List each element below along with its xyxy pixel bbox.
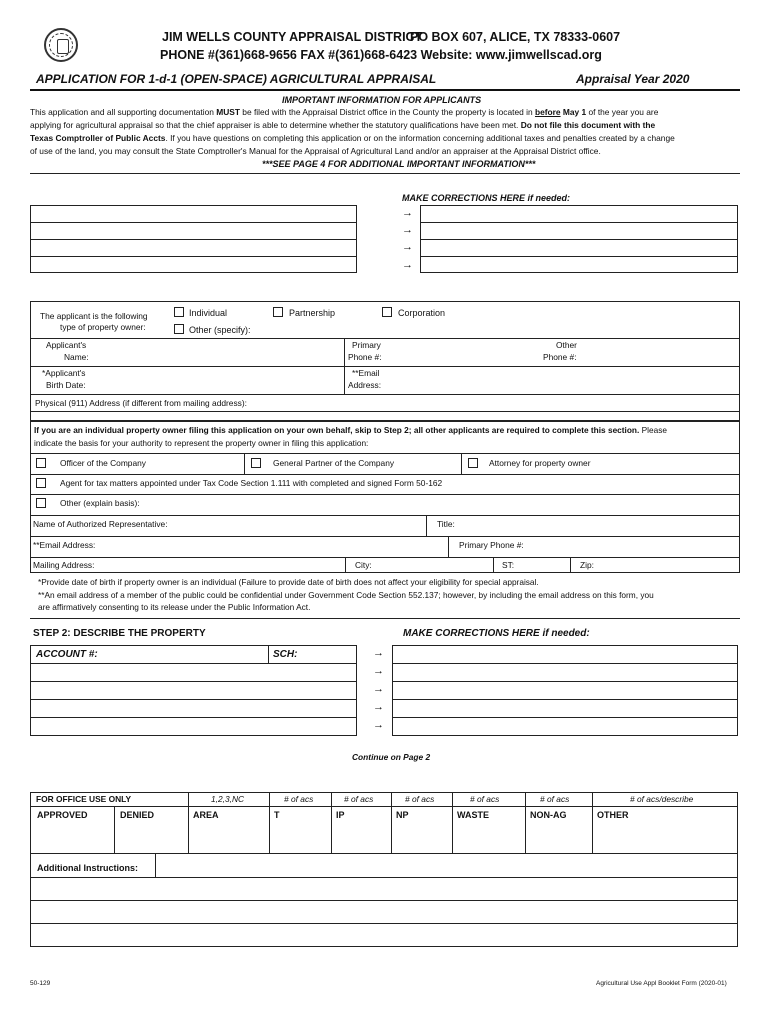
col-line	[345, 557, 346, 573]
header-acs-nonag: # of acs	[540, 794, 570, 804]
col-line	[426, 515, 427, 536]
header-1-2-3-nc: 1,2,3,NC	[211, 794, 245, 804]
birth-date-label-2: Birth Date:	[46, 380, 86, 390]
corporation-label: Corporation	[398, 308, 446, 318]
arrow-right-icon: →	[373, 683, 384, 695]
property-line	[30, 717, 357, 718]
form-version: Agricultural Use Appl Booklet Form (2020-01)	[596, 980, 727, 987]
owner-type-label: The applicant is the following	[40, 311, 148, 321]
partnership-checkbox[interactable]	[273, 307, 283, 317]
header-acs-t: # of acs	[284, 794, 314, 804]
county-seal-logo	[44, 28, 78, 62]
property-line	[30, 663, 357, 664]
row-line	[30, 394, 740, 395]
rep-name-label: Name of Authorized Representative:	[33, 519, 168, 529]
row-line	[30, 853, 738, 854]
step2-title: STEP 2: DESCRIBE THE PROPERTY	[33, 628, 206, 639]
representative-intro-2: indicate the basis for your authority to represent the property owner in filing this application:	[34, 438, 369, 448]
owner-type-label-2: type of property owner:	[60, 322, 146, 332]
arrow-right-icon: →	[373, 719, 384, 731]
correction-line	[420, 239, 738, 240]
col-line	[244, 453, 245, 474]
important-line-2: applying for agricultural appraisal so that the chief appraiser is able to determine whether the statutory qualifications have been met. Do not file this document with the	[30, 120, 656, 130]
account-label: ACCOUNT #:	[36, 649, 98, 660]
area-label: AREA	[193, 810, 219, 820]
t-label: T	[274, 810, 280, 820]
physical-address-label: Physical (911) Address (if different from mailing address):	[35, 398, 247, 408]
individual-label: Individual	[189, 308, 228, 318]
arrow-right-icon: →	[402, 241, 413, 253]
appraisal-year-label: Appraisal Year 2020	[576, 72, 690, 86]
form-title: APPLICATION FOR 1-d-1 (OPEN-SPACE) AGRICULTURAL APPRAISAL	[36, 72, 437, 86]
correction-line	[392, 699, 738, 700]
col-line	[391, 792, 392, 853]
rep-title-label: Title:	[437, 519, 455, 529]
other-basis-label: Other (explain basis):	[60, 498, 140, 508]
col-line	[188, 792, 189, 853]
row-line	[30, 923, 738, 924]
representative-intro: If you are an individual property owner filing this application on your own behalf, skip to Step 2; all other applicants are required to complete this section. Please	[34, 425, 667, 435]
correction-line	[392, 681, 738, 682]
col-line	[493, 557, 494, 573]
approved-label: APPROVED	[37, 810, 88, 820]
partnership-label: Partnership	[289, 308, 336, 318]
other-type-label: Other (specify):	[189, 325, 251, 335]
primary-phone-label: Primary	[352, 340, 381, 350]
row-line	[30, 411, 740, 412]
correction-line	[420, 256, 738, 257]
arrow-right-icon: →	[373, 665, 384, 677]
general-partner-checkbox[interactable]	[251, 458, 261, 468]
important-line-1: This application and all supporting documentation MUST be filed with the Appraisal District office in the County the property is located in before May 1 of the year you are	[30, 107, 659, 117]
non-ag-label: NON-AG	[530, 810, 567, 820]
birth-date-note: *Provide date of birth if property owner is an individual (Failure to provide date of birth does not affect your eligibility for special appraisal.	[38, 577, 539, 587]
corporation-checkbox[interactable]	[382, 307, 392, 317]
row-line	[30, 474, 740, 475]
row-line	[30, 557, 740, 558]
primary-phone-label-2: Phone #:	[348, 352, 382, 362]
row-line	[30, 366, 740, 367]
other-label: OTHER	[597, 810, 629, 820]
row-line	[30, 515, 740, 516]
col-line	[269, 792, 270, 853]
row-line	[30, 877, 738, 878]
form-number: 50-129	[30, 980, 51, 987]
header-acs-np: # of acs	[405, 794, 435, 804]
see-page-4-note: ***SEE PAGE 4 FOR ADDITIONAL IMPORTANT INFORMATION***	[262, 159, 536, 169]
corrections-label-2: MAKE CORRECTIONS HERE if needed:	[403, 628, 590, 639]
district-contact: PHONE #(361)668-9656 FAX #(361)668-6423 Website: www.jimwellscad.org	[160, 48, 602, 62]
rep-zip-label: Zip:	[580, 560, 594, 570]
arrow-right-icon: →	[373, 647, 384, 659]
important-line-4: of use of the land, you may consult the State Comptroller's Manual for the Appraisal of Agricultural Land and/or an appraiser at the Appraisal District office.	[30, 146, 601, 156]
email-note: **An email address of a member of the public could be confidential under Government Code Section 552.137; however, by including the email address on this form, you	[38, 590, 654, 600]
rep-mailing-label: Mailing Address:	[33, 560, 95, 570]
col-line	[268, 645, 269, 663]
rep-state-label: ST:	[502, 560, 515, 570]
individual-checkbox[interactable]	[174, 307, 184, 317]
general-partner-label: General Partner of the Company	[273, 458, 395, 468]
correction-line	[392, 663, 738, 664]
attorney-label: Attorney for property owner	[489, 458, 591, 468]
additional-instructions-label: Additional Instructions:	[37, 863, 138, 873]
col-line	[592, 792, 593, 853]
district-address: PO BOX 607, ALICE, TX 78333-0607	[410, 30, 621, 44]
email-label: **Email	[352, 368, 380, 378]
row-line	[30, 338, 740, 339]
row-line	[30, 900, 738, 901]
denied-label: DENIED	[120, 810, 155, 820]
email-label-2: Address:	[348, 380, 382, 390]
address-line	[30, 256, 357, 257]
header-acs-waste: # of acs	[470, 794, 500, 804]
important-heading: IMPORTANT INFORMATION FOR APPLICANTS	[282, 95, 482, 105]
col-line	[570, 557, 571, 573]
district-name: JIM WELLS COUNTY APPRAISAL DISTRICT	[162, 30, 423, 44]
correction-line	[392, 717, 738, 718]
arrow-right-icon: →	[402, 224, 413, 236]
col-line	[114, 806, 115, 853]
agent-label: Agent for tax matters appointed under Tax Code Section 1.111 with completed and signed Form 50-162	[60, 478, 443, 488]
other-basis-checkbox[interactable]	[36, 498, 46, 508]
arrow-right-icon: →	[373, 701, 384, 713]
row-line	[30, 536, 740, 537]
arrow-right-icon: →	[402, 207, 413, 219]
row-line	[30, 806, 738, 807]
col-line	[461, 453, 462, 474]
corrections-label-1: MAKE CORRECTIONS HERE if needed:	[402, 193, 571, 203]
appraisal-year: 2020	[662, 72, 690, 86]
property-line	[30, 699, 357, 700]
address-line	[30, 239, 357, 240]
col-line	[452, 792, 453, 853]
col-line	[448, 536, 449, 557]
other-type-checkbox[interactable]	[174, 324, 184, 334]
applicant-name-label-2: Name:	[64, 352, 89, 362]
other-phone-label-2: Phone #:	[543, 352, 577, 362]
property-line	[30, 681, 357, 682]
header-acs-describe: # of acs/describe	[630, 794, 694, 804]
office-use-label: FOR OFFICE USE ONLY	[36, 794, 132, 804]
col-line	[331, 792, 332, 853]
header-acs-ip: # of acs	[344, 794, 374, 804]
rep-phone-label: Primary Phone #:	[459, 540, 524, 550]
np-label: NP	[396, 810, 409, 820]
rep-email-label: **Email Address:	[33, 540, 96, 550]
email-note-2: are affirmatively consenting to its release under the Public Information Act.	[38, 602, 311, 612]
arrow-right-icon: →	[402, 259, 413, 271]
address-line	[30, 222, 357, 223]
officer-checkbox[interactable]	[36, 458, 46, 468]
attorney-checkbox[interactable]	[468, 458, 478, 468]
continue-note: Continue on Page 2	[352, 752, 431, 762]
row-line	[30, 453, 740, 454]
applicant-name-label: Applicant's	[46, 340, 87, 350]
sch-label: SCH:	[273, 649, 298, 660]
officer-label: Officer of the Company	[60, 458, 146, 468]
correction-line	[420, 222, 738, 223]
col-line	[155, 853, 156, 877]
agent-checkbox[interactable]	[36, 478, 46, 488]
section-rule-1	[30, 173, 740, 174]
other-phone-label: Other	[556, 340, 577, 350]
col-line	[525, 792, 526, 853]
waste-label: WASTE	[457, 810, 490, 820]
title-rule	[30, 89, 740, 91]
important-line-3: Texas Comptroller of Public Accts. If you have questions on completing this application or on the information concerning additional taxes and penalties created by a change	[30, 133, 675, 143]
ip-label: IP	[336, 810, 345, 820]
property-corrections-box[interactable]	[392, 645, 738, 736]
row-line	[30, 494, 740, 495]
section-rule-2	[30, 618, 740, 619]
birth-date-label: *Applicant's	[42, 368, 86, 378]
rep-city-label: City:	[355, 560, 372, 570]
